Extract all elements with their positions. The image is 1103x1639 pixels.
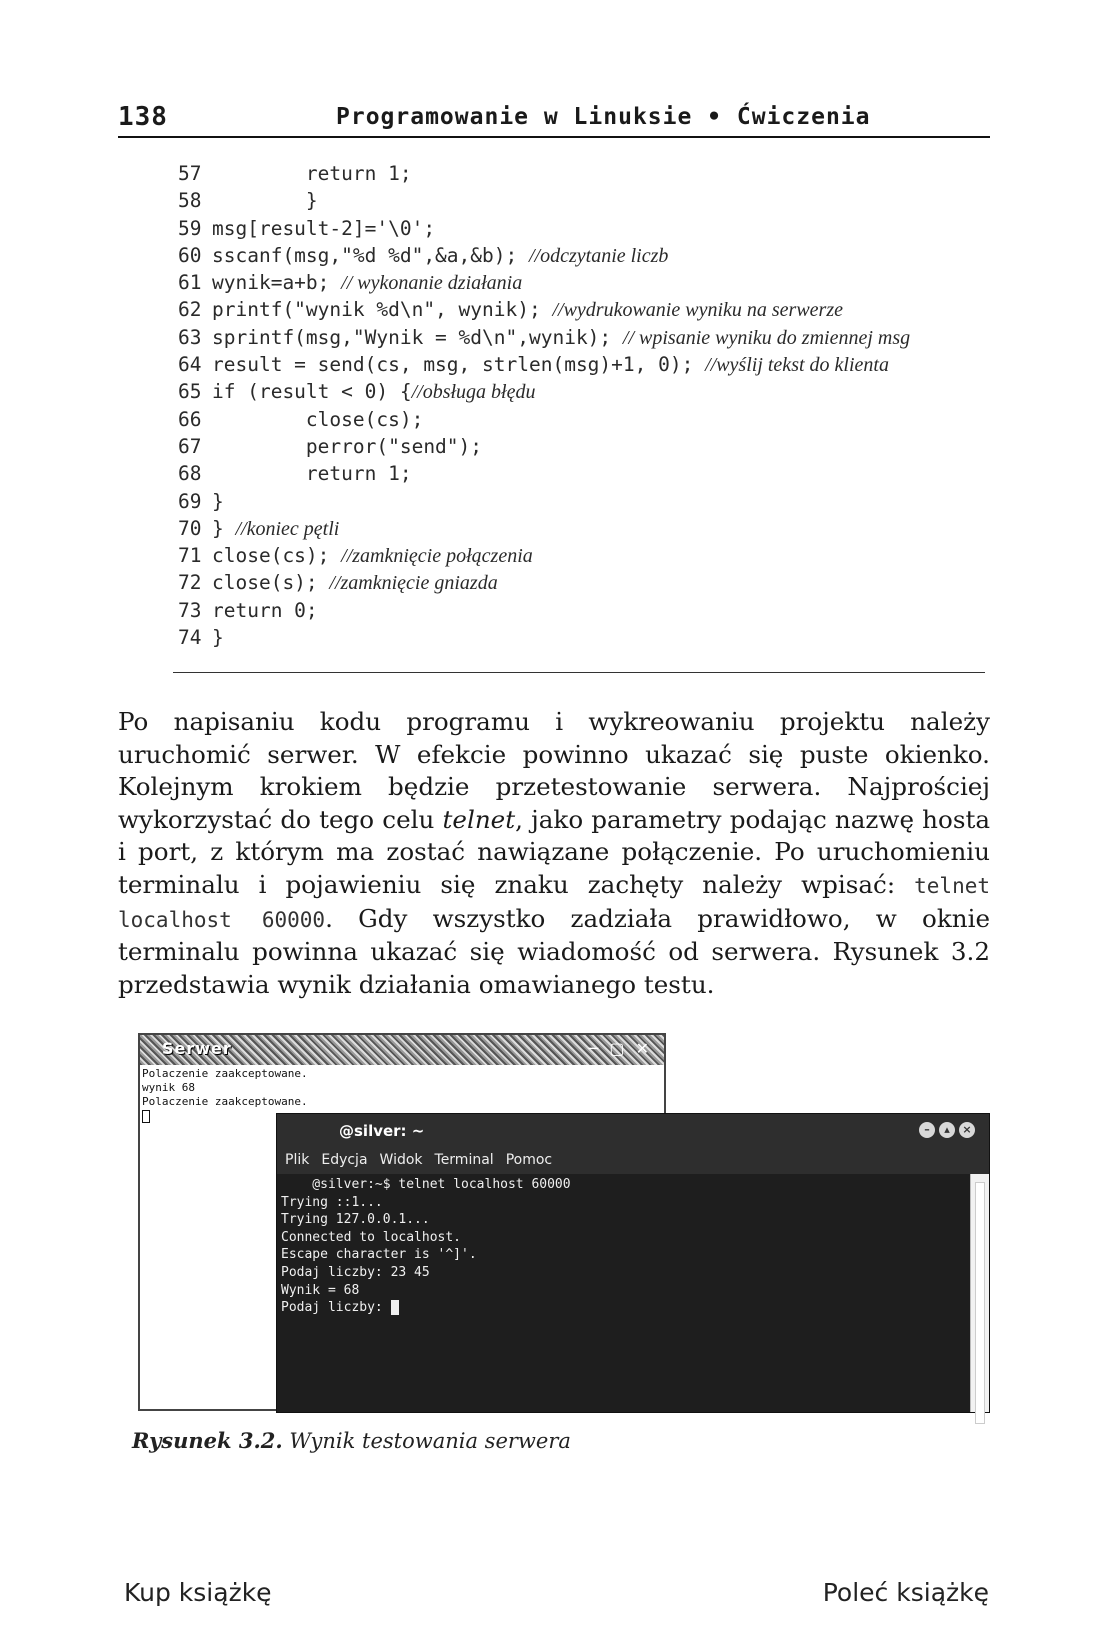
terminal-line: Escape character is '^]'. xyxy=(281,1247,477,1263)
line-number: 58 xyxy=(178,189,202,213)
line-number: 65 xyxy=(178,380,202,404)
code-divider xyxy=(173,672,985,673)
figure-screenshot xyxy=(138,1033,990,1413)
server-window-title: Serwer xyxy=(162,1039,232,1058)
code-listing xyxy=(178,160,990,651)
code-text: } xyxy=(212,189,318,213)
body-paragraph xyxy=(118,706,990,1001)
line-number: 64 xyxy=(178,353,202,377)
code-comment: //wydrukowanie wyniku na serwerze xyxy=(552,299,843,322)
code-line xyxy=(178,187,990,214)
code-line xyxy=(178,242,990,269)
code-comment: // wykonanie działania xyxy=(341,272,523,295)
code-line xyxy=(178,378,990,405)
code-line xyxy=(178,624,990,651)
scrollbar-thumb[interactable] xyxy=(975,1182,985,1424)
terminal-line: Trying 127.0.0.1... xyxy=(281,1212,430,1228)
line-number: 73 xyxy=(178,598,202,622)
terminal-window xyxy=(276,1113,990,1413)
line-number: 66 xyxy=(178,407,202,431)
server-log-line: Polaczenie zaakceptowane. xyxy=(142,1067,308,1080)
code-line xyxy=(178,406,990,433)
menu-item-plik[interactable]: Plik xyxy=(285,1152,310,1168)
line-number: 70 xyxy=(178,516,202,540)
running-header xyxy=(118,98,990,138)
terminal-prompt: Podaj liczby: xyxy=(281,1300,391,1316)
line-number: 57 xyxy=(178,162,202,185)
terminal-line: Connected to localhost. xyxy=(281,1229,462,1245)
line-number: 60 xyxy=(178,243,202,267)
menu-item-pomoc[interactable]: Pomoc xyxy=(505,1152,553,1168)
code-text: perror("send"); xyxy=(212,434,483,458)
menu-item-terminal[interactable]: Terminal xyxy=(434,1152,494,1168)
code-comment: //odczytanie liczb xyxy=(528,244,669,267)
code-line xyxy=(178,160,990,187)
code-line xyxy=(178,542,990,569)
code-comment: //obsługa błędu xyxy=(411,381,536,404)
code-text: return 0; xyxy=(212,598,318,622)
cursor-icon xyxy=(391,1300,399,1315)
code-text: } xyxy=(212,626,224,650)
line-number: 67 xyxy=(178,434,202,458)
code-text: return 1; xyxy=(212,162,412,185)
menu-item-widok[interactable]: Widok xyxy=(379,1152,423,1168)
code-text: close(cs); xyxy=(212,544,342,568)
code-line xyxy=(178,269,990,296)
menu-item-edycja[interactable]: Edycja xyxy=(321,1152,368,1168)
code-line xyxy=(178,597,990,624)
close-icon[interactable]: × xyxy=(959,1122,975,1138)
telnet-term: telnet xyxy=(442,804,516,834)
terminal-line: @silver:~$ telnet localhost 60000 xyxy=(281,1177,571,1192)
line-number: 63 xyxy=(178,325,202,349)
code-text: printf("wynik %d\n", wynik); xyxy=(212,298,553,322)
terminal-menubar xyxy=(277,1148,989,1172)
paragraph-text: , jako parametry podając nazwę hosta i port, z którym ma zostać nawiązane połączenie. Po uruchomieniu terminalu i pojawieniu się znaku zachęty należy wpisać: xyxy=(118,804,990,899)
terminal-scrollbar[interactable] xyxy=(970,1174,989,1412)
code-comment: //wyślij tekst do klienta xyxy=(705,354,889,377)
paragraph-text: Po napisaniu kodu programu i wykreowaniu projektu należy uruchomić serwer. W efekcie powinno ukazać się puste okienko. Kolejnym krokiem będzie przetestowanie serwera. Najprościej wykorzystać do tego celu xyxy=(118,707,990,834)
figure-caption xyxy=(132,1428,571,1453)
code-line xyxy=(178,515,990,542)
line-number: 69 xyxy=(178,489,202,513)
code-text: if (result < 0) { xyxy=(212,380,412,404)
code-text: wynik=a+b; xyxy=(212,271,342,295)
code-line xyxy=(178,351,990,378)
terminal-line: Trying ::1... xyxy=(281,1194,383,1210)
paragraph-text: . Gdy wszystko zadziała prawidłowo, w oknie terminalu powinna ukazać się wiadomość od serwera. Rysunek 3.2 przedstawia wynik działania omawianego testu. xyxy=(118,903,991,999)
window-controls-icon[interactable]: ─ ▢ ✕ xyxy=(588,1039,652,1058)
code-line xyxy=(178,296,990,323)
recommend-book-link[interactable]: Poleć książkę xyxy=(822,1578,989,1607)
server-log-line: Polaczenie zaakceptowane. xyxy=(142,1095,308,1108)
running-title: Programowanie w Linuksie • Ćwiczenia xyxy=(336,104,871,130)
line-number: 71 xyxy=(178,544,202,568)
code-line xyxy=(178,433,990,460)
code-text: msg[result-2]='\0'; xyxy=(212,216,436,240)
code-text: return 1; xyxy=(212,462,412,486)
code-text: } xyxy=(212,516,236,540)
code-comment: //zamknięcie gniazda xyxy=(329,572,498,595)
code-comment: // wpisanie wyniku do zmiennej msg xyxy=(622,326,911,349)
line-number: 61 xyxy=(178,271,202,295)
code-line xyxy=(178,215,990,242)
minimize-icon[interactable]: – xyxy=(919,1122,935,1138)
code-text: sscanf(msg,"%d %d",&a,&b); xyxy=(212,243,529,267)
code-text: close(s); xyxy=(212,571,330,595)
line-number: 74 xyxy=(178,626,202,650)
terminal-titlebar[interactable] xyxy=(277,1114,989,1148)
line-number: 59 xyxy=(178,216,202,240)
code-text: close(cs); xyxy=(212,407,424,431)
terminal-title: @silver: ~ xyxy=(339,1122,425,1140)
code-text: sprintf(msg,"Wynik = %d\n",wynik); xyxy=(212,325,623,349)
maximize-icon[interactable]: ▴ xyxy=(939,1122,955,1138)
line-number: 72 xyxy=(178,571,202,595)
caption-label: Rysunek 3.2. xyxy=(132,1428,283,1453)
telnet-command: telnet localhost 60000 xyxy=(118,873,990,932)
terminal-output[interactable] xyxy=(277,1174,971,1412)
code-comment: //koniec pętli xyxy=(235,517,340,540)
terminal-line: Wynik = 68 xyxy=(281,1282,360,1298)
page-number: 138 xyxy=(118,102,168,132)
code-line xyxy=(178,569,990,596)
code-comment: //zamknięcie połączenia xyxy=(341,545,533,568)
cursor-icon xyxy=(142,1110,150,1123)
code-text: result = send(cs, msg, strlen(msg)+1, 0); xyxy=(212,353,706,377)
code-line xyxy=(178,488,990,515)
terminal-line: Podaj liczby: 23 45 xyxy=(281,1264,430,1280)
server-log-line: wynik 68 xyxy=(142,1081,195,1094)
code-text: } xyxy=(212,489,224,513)
code-line xyxy=(178,324,990,351)
line-number: 62 xyxy=(178,298,202,322)
caption-text: Wynik testowania serwera xyxy=(282,1429,571,1453)
buy-book-link[interactable]: Kup książkę xyxy=(124,1578,272,1607)
code-line xyxy=(178,460,990,487)
line-number: 68 xyxy=(178,462,202,486)
server-titlebar[interactable] xyxy=(140,1035,664,1065)
